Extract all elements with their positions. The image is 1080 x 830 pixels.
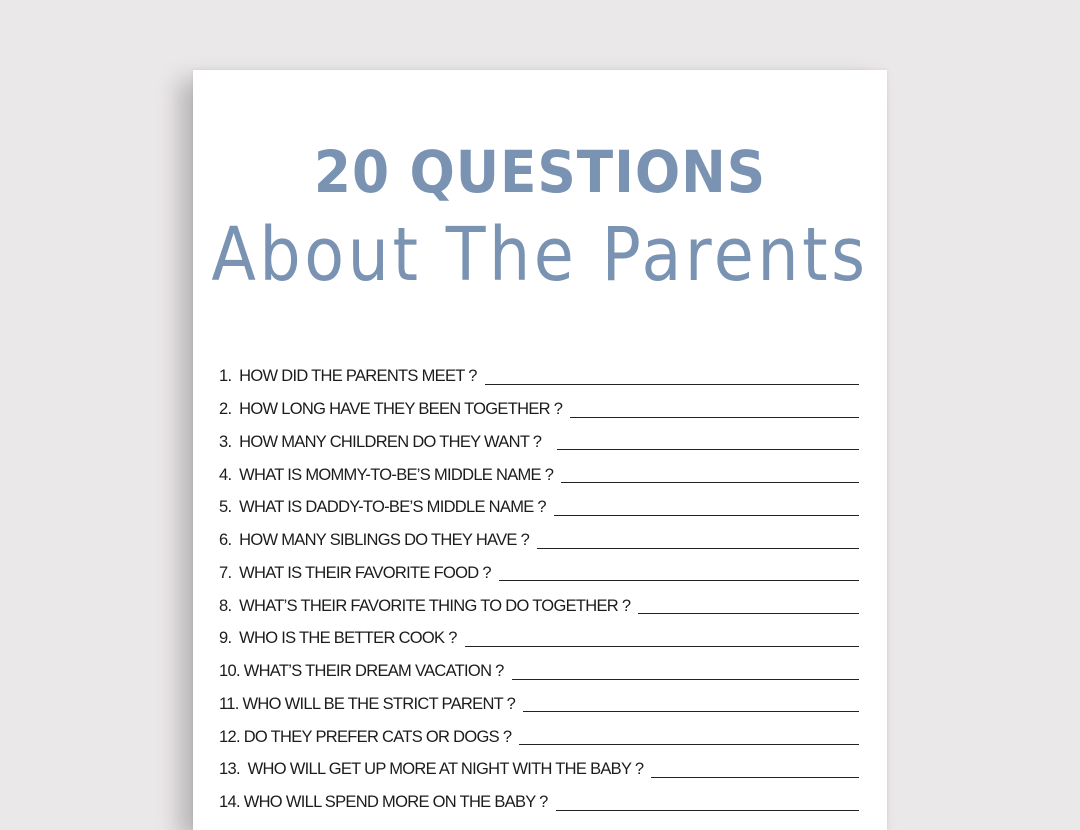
- answer-line: [465, 646, 859, 647]
- question-text: 11. WHO WILL BE THE STRICT PARENT ?: [219, 694, 516, 713]
- question-text: 2. HOW LONG HAVE THEY BEEN TOGETHER ?: [219, 400, 563, 418]
- answer-line: [638, 613, 859, 614]
- answer-line: [512, 679, 859, 680]
- question-item: [219, 388, 859, 421]
- question-text: 9. WHO IS THE BETTER COOK ?: [219, 629, 457, 648]
- question-item: [219, 683, 859, 716]
- question-item: [219, 781, 859, 814]
- question-text: 8. WHAT’S THEIR FAVORITE THING TO DO TOGETHER ?: [219, 596, 631, 615]
- answer-line: [499, 580, 859, 581]
- question-item: [219, 584, 859, 617]
- question-text: 14. WHO WILL SPEND MORE ON THE BABY ?: [219, 793, 548, 811]
- answer-line: [561, 482, 859, 483]
- title-about-the-parents: About The Parents: [211, 212, 869, 298]
- answer-line: [557, 449, 859, 450]
- answer-line: [519, 744, 859, 745]
- question-item: [219, 453, 859, 486]
- question-text: 13. WHO WILL GET UP MORE AT NIGHT WITH THE BABY ?: [219, 760, 644, 779]
- question-item: [219, 617, 859, 650]
- question-item: [219, 355, 859, 388]
- answer-line: [485, 384, 859, 385]
- question-text: 3. HOW MANY CHILDREN DO THEY WANT ?: [219, 432, 542, 451]
- title-20-questions: 20 QUESTIONS: [313, 138, 767, 206]
- question-list: [219, 355, 859, 814]
- question-item: [219, 486, 859, 519]
- question-item: [219, 650, 859, 683]
- question-text: 4. WHAT IS MOMMY-TO-BE’S MIDDLE NAME ?: [219, 465, 554, 484]
- question-item: [219, 748, 859, 781]
- question-item: [219, 715, 859, 748]
- question-item: [219, 421, 859, 454]
- question-text: 12. DO THEY PREFER CATS OR DOGS ?: [219, 727, 512, 746]
- answer-line: [523, 711, 859, 712]
- answer-line: [554, 515, 859, 516]
- answer-line: [651, 777, 859, 778]
- question-text: 10. WHAT’S THEIR DREAM VACATION ?: [219, 662, 504, 680]
- question-item: [219, 552, 859, 585]
- question-text: 6. HOW MANY SIBLINGS DO THEY HAVE ?: [219, 531, 530, 549]
- question-text: 5. WHAT IS DADDY-TO-BE’S MIDDLE NAME ?: [219, 498, 546, 517]
- question-item: [219, 519, 859, 552]
- answer-line: [570, 417, 859, 418]
- question-text: 1. HOW DID THE PARENTS MEET ?: [219, 367, 477, 386]
- question-text: 7. WHAT IS THEIR FAVORITE FOOD ?: [219, 563, 491, 582]
- answer-line: [537, 548, 859, 549]
